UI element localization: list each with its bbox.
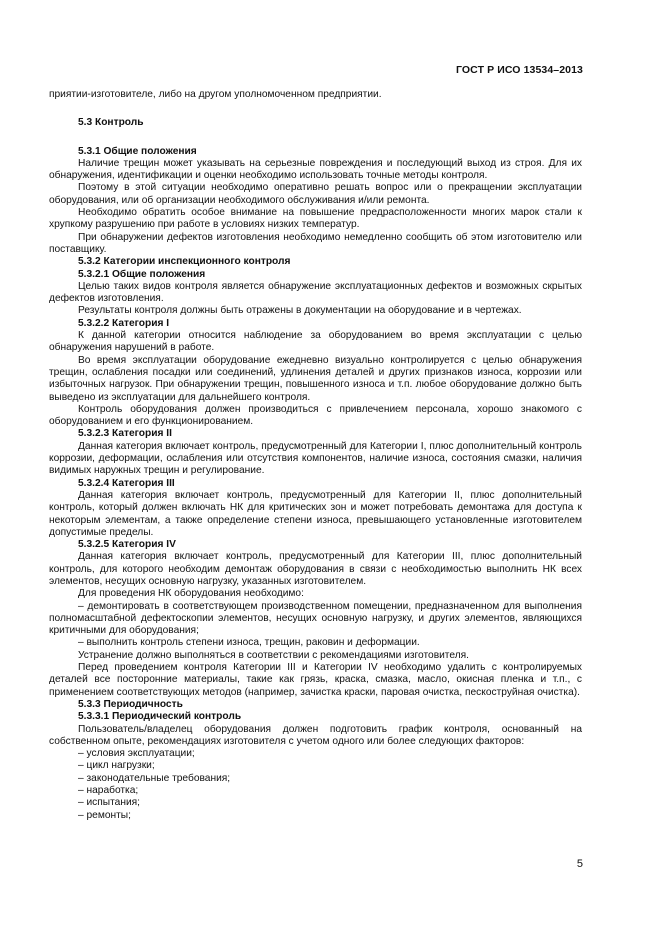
paragraph: При обнаружении дефектов изготовления необходимо немедленно сообщить об этом изготовителю или поставщику. [49, 231, 582, 255]
paragraph: Во время эксплуатации оборудование ежедневно визуально контролируется с целью обнаружения трещин, ослабления посадки или соединений, удлинения деталей и других признаков износа, коррозии или избыточных нагрузок. При обнаружении трещин, повышенного износа и т.п. любое оборудование должно быть выведено из эксплуатации для дальнейшего контроля. [49, 354, 582, 403]
paragraph: Наличие трещин может указывать на серьезные повреждения и последующий выход из строя. Для их обнаружения, идентификации и оценки необходимо использовать точные методы контроля. [49, 157, 582, 182]
paragraph: приятии-изготовителе, либо на другом уполномоченном предприятии. [49, 89, 382, 100]
document-header: ГОСТ Р ИСО 13534–2013 [455, 64, 583, 76]
section-heading: 5.3.2.3 Категория II [78, 428, 172, 440]
paragraph: Данная категория включает контроль, предусмотренный для Категории III, плюс дополнительный контроль, для которого необходим демонтаж оборудования в связи с необходимостью выполнить НК всех элементов, несущих основную нагрузку, указанных изготовителем. [49, 551, 582, 587]
section-heading: 5.3.3.1 Периодический контроль [78, 711, 242, 723]
paragraph: Необходимо обратить особое внимание на повышение предрасположенности многих марок стали к хрупкому разрушению при работе в условиях низких температур. [49, 207, 582, 231]
paragraph: Результаты контроля должны быть отражены в документации на оборудование и в чертежах. [78, 305, 522, 317]
section-heading: 5.3.3 Периодичность [78, 698, 183, 710]
paragraph: – демонтировать в соответствующем производственном помещении, предназначенном для выполнения полномасштабной дефектоскопии элементов, несущих основную нагрузку, и других элементов, являющихся критичными для оборудования; [49, 600, 582, 637]
paragraph: Целью таких видов контроля является обнаружение эксплуатационных дефектов и возможных скрытых дефектов изготовления. [49, 280, 582, 305]
section-heading: 5.3.2.2 Категория I [78, 317, 170, 329]
page-number: 5 [576, 858, 583, 870]
list-item: – цикл нагрузки; [78, 760, 155, 772]
section-heading: 5.3.1 Общие положения [78, 145, 197, 157]
list-item: – испытания; [78, 797, 141, 809]
paragraph: Данная категория включает контроль, предусмотренный для Категории I, плюс дополнительный контроль коррозии, деформации, ослабления или отсутствия компонентов, наличие износа, состояния смазки, наличия видимых наружных трещин и регулирование. [49, 440, 582, 477]
section-heading: 5.3.2.1 Общие положения [78, 268, 206, 280]
paragraph: Устранение должно выполняться в соответствии с рекомендациями изготовителя. [78, 649, 469, 661]
paragraph: Перед проведением контроля Категории III и Категории IV необходимо удалить с контролируемых деталей все посторонние материалы, такие как грязь, краска, смазка, масло, окисная пленка и т.п., с применением соответствующих методов (например, зачистка краски, паровая очистка, пескоструйная очистка). [49, 662, 582, 698]
list-item: – наработка; [78, 785, 139, 797]
section-heading: 5.3 Контроль [78, 117, 144, 129]
paragraph: Пользователь/владелец оборудования должен подготовить график контроля, основанный на собственном опыте, рекомендациях изготовителя с учетом одного или более следующих факторов: [49, 723, 582, 747]
paragraph: Поэтому в этой ситуации необходимо оперативно решать вопрос или о прекращении эксплуатации оборудования, или об организации необходимого обслуживания и/или ремонта. [49, 182, 582, 206]
paragraph: Данная категория включает контроль, предусмотренный для Категории II, плюс дополнительный контроль, который должен включать НК для критических зон и может потребовать демонтажа для доступа к некоторым элементам, а также определение степени износа, превышающего установленные изготовителем допустимые пределы. [49, 489, 582, 538]
paragraph: Для проведения НК оборудования необходимо: [78, 588, 304, 600]
section-heading: 5.3.2 Категории инспекционного контроля [78, 256, 291, 268]
page-body [49, 89, 582, 822]
paragraph: – выполнить контроль степени износа, трещин, раковин и деформации. [78, 637, 420, 649]
list-item: – условия эксплуатации; [78, 748, 195, 760]
list-item: – законодательные требования; [78, 772, 231, 784]
paragraph: К данной категории относится наблюдение за оборудованием во время эксплуатации с целью обнаружения нарушений в работе. [49, 330, 582, 354]
section-heading: 5.3.2.5 Категория IV [78, 539, 176, 551]
paragraph: Контроль оборудования должен производиться с привлечением персонала, хорошо знакомого с оборудованием и его функционированием. [49, 403, 582, 428]
list-item: – ремонты; [78, 809, 131, 821]
section-heading: 5.3.2.4 Категория III [78, 477, 175, 489]
